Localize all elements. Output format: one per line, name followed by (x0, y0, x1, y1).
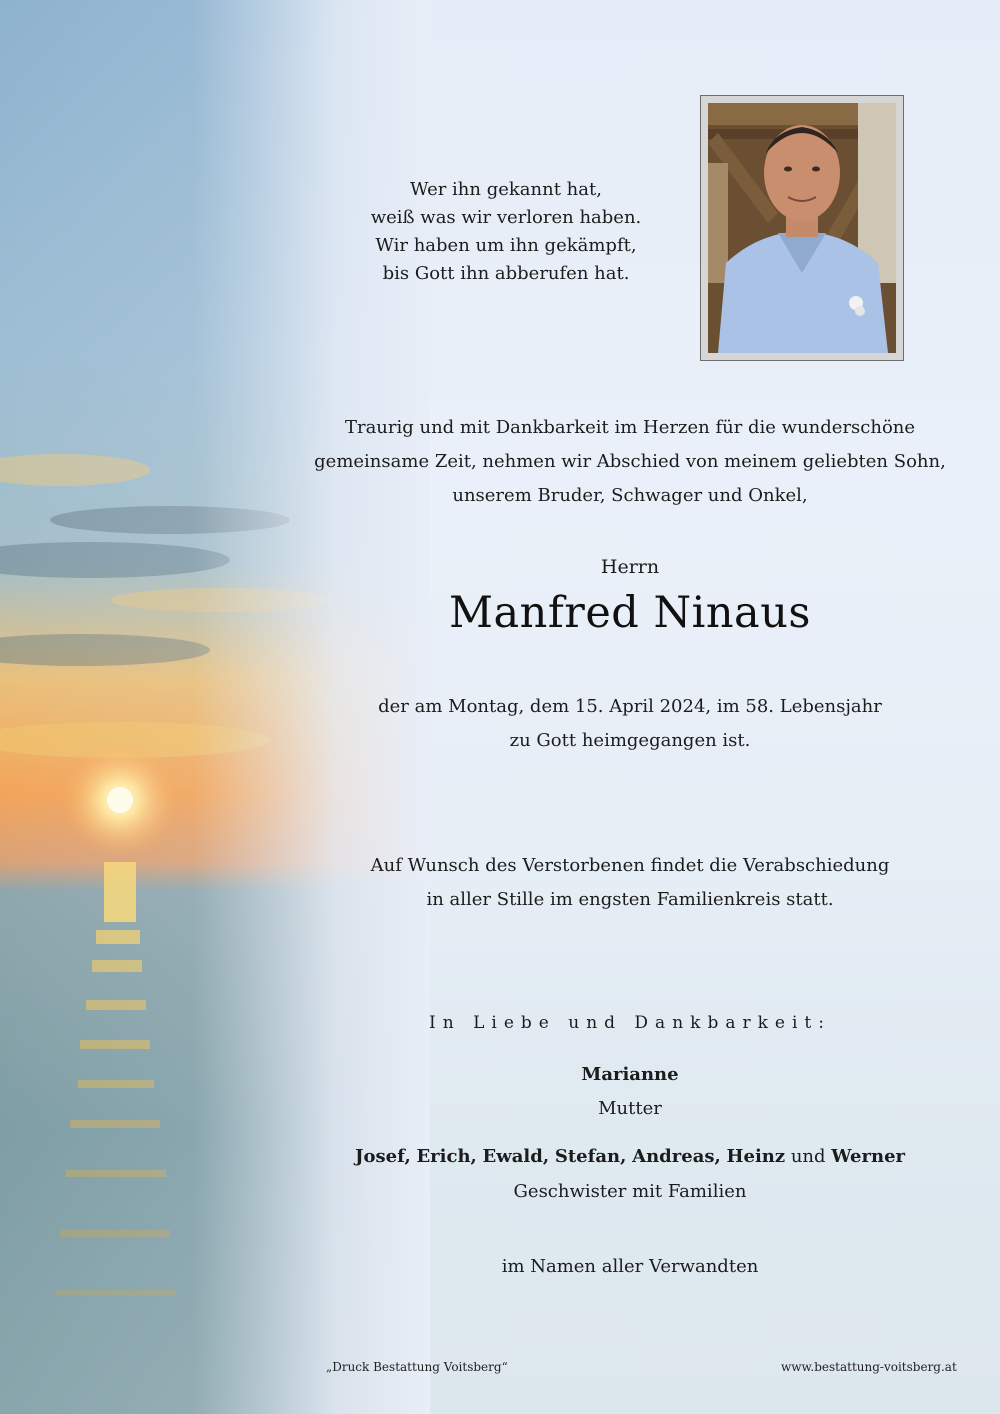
sibling-name: Ewald, (482, 1146, 550, 1167)
death-notice (300, 690, 960, 758)
sibling-name: Andreas, (632, 1146, 721, 1167)
salutation: Herrn (600, 556, 660, 578)
verse-line: weiß was wir verloren haben. (370, 207, 642, 228)
portrait-photo (708, 103, 896, 353)
sibling-name: Werner (831, 1146, 906, 1167)
sibling-name: Stefan, (554, 1146, 627, 1167)
sibling-name: Erich, (416, 1146, 477, 1167)
mourner-relation: Mutter (598, 1098, 662, 1119)
intro-line: unserem Bruder, Schwager und Onkel, (452, 485, 808, 506)
closing-line: im Namen aller Verwandten (501, 1256, 759, 1277)
sibling-name: Heinz (726, 1146, 786, 1167)
siblings-names (300, 1146, 960, 1167)
memorial-verse (300, 176, 712, 288)
sibling-name: Josef, (354, 1146, 411, 1167)
mourner-name: Marianne (581, 1064, 679, 1085)
death-notice-line: der am Montag, dem 15. April 2024, im 58. Lebensjahr (378, 696, 882, 717)
verse-line: Wer ihn gekannt hat, (410, 179, 602, 200)
deceased-name: Manfred Ninaus (449, 588, 811, 638)
mourners-heading: In Liebe und Dankbarkeit: (429, 1013, 831, 1033)
wish-line: in aller Stille im engsten Familienkreis statt. (426, 889, 834, 910)
website-url[interactable]: www.bestattung-voitsberg.at (781, 1360, 957, 1374)
intro-line: Traurig und mit Dankbarkeit im Herzen für die wunderschöne (344, 417, 916, 438)
intro-text (300, 411, 960, 513)
siblings-relation: Geschwister mit Familien (513, 1181, 747, 1202)
portrait-frame (700, 95, 904, 361)
siblings-join: und (790, 1146, 826, 1167)
intro-line: gemeinsame Zeit, nehmen wir Abschied von meinem geliebten Sohn, (314, 451, 946, 472)
death-notice-line: zu Gott heimgegangen ist. (509, 730, 751, 751)
printer-credit: „Druck Bestattung Voitsberg“ (326, 1360, 508, 1374)
funeral-wish (300, 849, 960, 917)
wish-line: Auf Wunsch des Verstorbenen findet die Verabschiedung (370, 855, 890, 876)
verse-line: Wir haben um ihn gekämpft, (375, 235, 637, 256)
verse-line: bis Gott ihn abberufen hat. (382, 263, 630, 284)
